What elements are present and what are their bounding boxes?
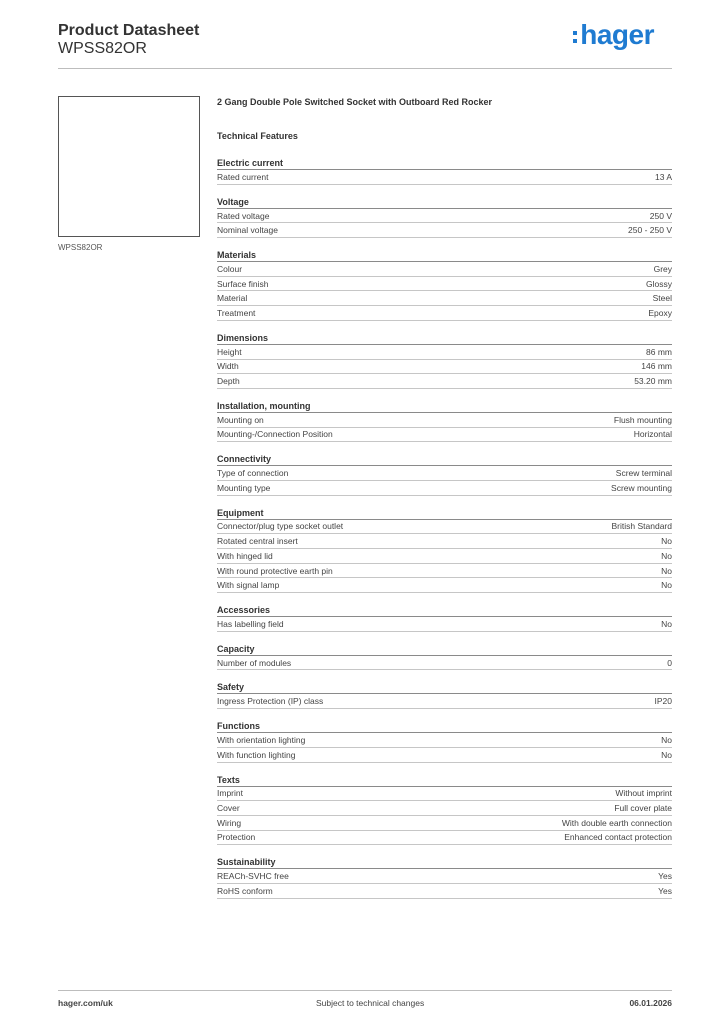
feature-label: Rated voltage bbox=[217, 210, 270, 221]
feature-section bbox=[217, 719, 672, 762]
feature-row bbox=[217, 209, 672, 224]
feature-row bbox=[217, 733, 672, 748]
feature-section bbox=[217, 642, 672, 671]
feature-value: No bbox=[661, 749, 672, 760]
product-image-caption: WPSS82OR bbox=[58, 243, 103, 252]
feature-row bbox=[217, 170, 672, 185]
feature-value: Yes bbox=[658, 885, 672, 896]
feature-value: 13 A bbox=[654, 171, 672, 182]
feature-value: 250 - 250 V bbox=[628, 225, 672, 236]
feature-label: Height bbox=[217, 346, 242, 357]
feature-section bbox=[217, 399, 672, 442]
feature-label: Rated current bbox=[217, 171, 269, 182]
feature-row bbox=[217, 578, 672, 593]
feature-section bbox=[217, 506, 672, 593]
feature-row bbox=[217, 374, 672, 389]
footer-date: 06.01.2026 bbox=[629, 998, 672, 1008]
feature-row bbox=[217, 413, 672, 428]
footer-website[interactable]: hager.com/uk bbox=[58, 998, 113, 1008]
feature-section bbox=[217, 680, 672, 709]
datasheet-body bbox=[217, 96, 672, 909]
feature-section bbox=[217, 603, 672, 632]
feature-label: Colour bbox=[217, 263, 243, 274]
feature-value: Flush mounting bbox=[613, 414, 672, 425]
product-name: 2 Gang Double Pole Switched Socket with Outboard Red Rocker bbox=[217, 97, 493, 107]
feature-label: Has labelling field bbox=[217, 618, 284, 629]
document-title: Product Datasheet bbox=[58, 22, 200, 39]
feature-row bbox=[217, 617, 672, 632]
feature-label: With round protective earth pin bbox=[217, 565, 333, 576]
feature-value: Horizontal bbox=[633, 429, 672, 440]
feature-label: Cover bbox=[217, 803, 240, 814]
product-image-placeholder bbox=[58, 96, 200, 237]
section-title: Materials bbox=[217, 248, 672, 262]
feature-section bbox=[217, 248, 672, 321]
feature-row bbox=[217, 360, 672, 375]
feature-label: Treatment bbox=[217, 307, 256, 318]
feature-row bbox=[217, 831, 672, 846]
feature-label: Ingress Protection (IP) class bbox=[217, 696, 324, 707]
feature-row bbox=[217, 694, 672, 709]
feature-row bbox=[217, 869, 672, 884]
feature-value: Full cover plate bbox=[614, 803, 672, 814]
feature-row bbox=[217, 787, 672, 802]
feature-label: Rotated central insert bbox=[217, 536, 298, 547]
feature-row bbox=[217, 466, 672, 481]
feature-value: Screw mounting bbox=[611, 482, 672, 493]
feature-row bbox=[217, 345, 672, 360]
feature-row bbox=[217, 816, 672, 831]
feature-row bbox=[217, 549, 672, 564]
section-title: Installation, mounting bbox=[217, 399, 672, 413]
section-title: Capacity bbox=[217, 642, 672, 656]
section-title: Voltage bbox=[217, 195, 672, 209]
feature-label: REACh-SVHC free bbox=[217, 871, 289, 882]
feature-value: No bbox=[661, 550, 672, 561]
feature-row bbox=[217, 428, 672, 443]
feature-label: Surface finish bbox=[217, 278, 269, 289]
feature-row bbox=[217, 520, 672, 535]
feature-section bbox=[217, 331, 672, 389]
feature-section bbox=[217, 156, 672, 185]
feature-value: No bbox=[661, 618, 672, 629]
logo-wordmark: hager bbox=[580, 19, 654, 50]
feature-row bbox=[217, 262, 672, 277]
feature-sections bbox=[217, 156, 672, 899]
page-footer bbox=[58, 998, 672, 1012]
section-title: Dimensions bbox=[217, 331, 672, 345]
feature-value: Steel bbox=[652, 293, 672, 304]
feature-label: Protection bbox=[217, 832, 256, 843]
feature-row bbox=[217, 656, 672, 671]
feature-value: 0 bbox=[667, 657, 672, 668]
feature-value: Enhanced contact protection bbox=[564, 832, 672, 843]
feature-value: No bbox=[661, 536, 672, 547]
page-header bbox=[58, 20, 672, 70]
feature-row bbox=[217, 481, 672, 496]
feature-value: British Standard bbox=[611, 521, 672, 532]
feature-label: Mounting on bbox=[217, 414, 264, 425]
feature-section bbox=[217, 855, 672, 898]
feature-value: 53.20 mm bbox=[634, 376, 672, 387]
feature-value: 250 V bbox=[649, 210, 672, 221]
logo-colon-icon bbox=[573, 29, 577, 45]
section-title: Accessories bbox=[217, 603, 672, 617]
footer-divider bbox=[58, 990, 672, 991]
feature-label: Connector/plug type socket outlet bbox=[217, 521, 344, 532]
footer-notice: Subject to technical changes bbox=[316, 998, 425, 1008]
feature-value: Glossy bbox=[646, 278, 672, 289]
section-title: Texts bbox=[217, 773, 672, 787]
section-title: Sustainability bbox=[217, 855, 672, 869]
feature-value: Yes bbox=[658, 871, 672, 882]
feature-label: Wiring bbox=[217, 817, 242, 828]
feature-row bbox=[217, 564, 672, 579]
feature-label: RoHS conform bbox=[217, 885, 273, 896]
feature-label: Imprint bbox=[217, 788, 243, 799]
product-code: WPSS82OR bbox=[58, 40, 147, 57]
feature-label: With hinged lid bbox=[217, 550, 273, 561]
feature-label: Mounting type bbox=[217, 482, 271, 493]
section-title: Safety bbox=[217, 680, 672, 694]
section-title: Connectivity bbox=[217, 452, 672, 466]
feature-label: Width bbox=[217, 361, 239, 372]
feature-label: Number of modules bbox=[217, 657, 292, 668]
header-divider bbox=[58, 68, 672, 69]
feature-value: Grey bbox=[653, 263, 672, 274]
feature-value: Screw terminal bbox=[615, 468, 672, 479]
feature-row bbox=[217, 801, 672, 816]
feature-value: No bbox=[661, 734, 672, 745]
feature-value: No bbox=[661, 565, 672, 576]
feature-label: With function lighting bbox=[217, 749, 296, 760]
feature-label: Depth bbox=[217, 376, 240, 387]
hager-logo bbox=[573, 20, 654, 50]
feature-row bbox=[217, 884, 672, 899]
feature-value: IP20 bbox=[654, 696, 672, 707]
feature-label: Material bbox=[217, 293, 248, 304]
feature-row bbox=[217, 748, 672, 763]
feature-section bbox=[217, 195, 672, 238]
feature-value: 86 mm bbox=[646, 346, 672, 357]
feature-label: With signal lamp bbox=[217, 580, 280, 591]
section-title: Electric current bbox=[217, 156, 672, 170]
section-title: Functions bbox=[217, 719, 672, 733]
feature-label: With orientation lighting bbox=[217, 734, 306, 745]
feature-value: With double earth connection bbox=[561, 817, 672, 828]
feature-section bbox=[217, 773, 672, 846]
feature-value: Without imprint bbox=[615, 788, 672, 799]
feature-row bbox=[217, 306, 672, 321]
feature-row bbox=[217, 291, 672, 306]
feature-value: 146 mm bbox=[641, 361, 672, 372]
section-title: Equipment bbox=[217, 506, 672, 520]
feature-row bbox=[217, 223, 672, 238]
feature-label: Type of connection bbox=[217, 468, 289, 479]
feature-section bbox=[217, 452, 672, 495]
feature-label: Nominal voltage bbox=[217, 225, 278, 236]
feature-row bbox=[217, 277, 672, 292]
feature-row bbox=[217, 534, 672, 549]
feature-value: No bbox=[661, 580, 672, 591]
feature-value: Epoxy bbox=[648, 307, 672, 318]
feature-label: Mounting-/Connection Position bbox=[217, 429, 333, 440]
technical-features-heading: Technical Features bbox=[217, 131, 298, 141]
